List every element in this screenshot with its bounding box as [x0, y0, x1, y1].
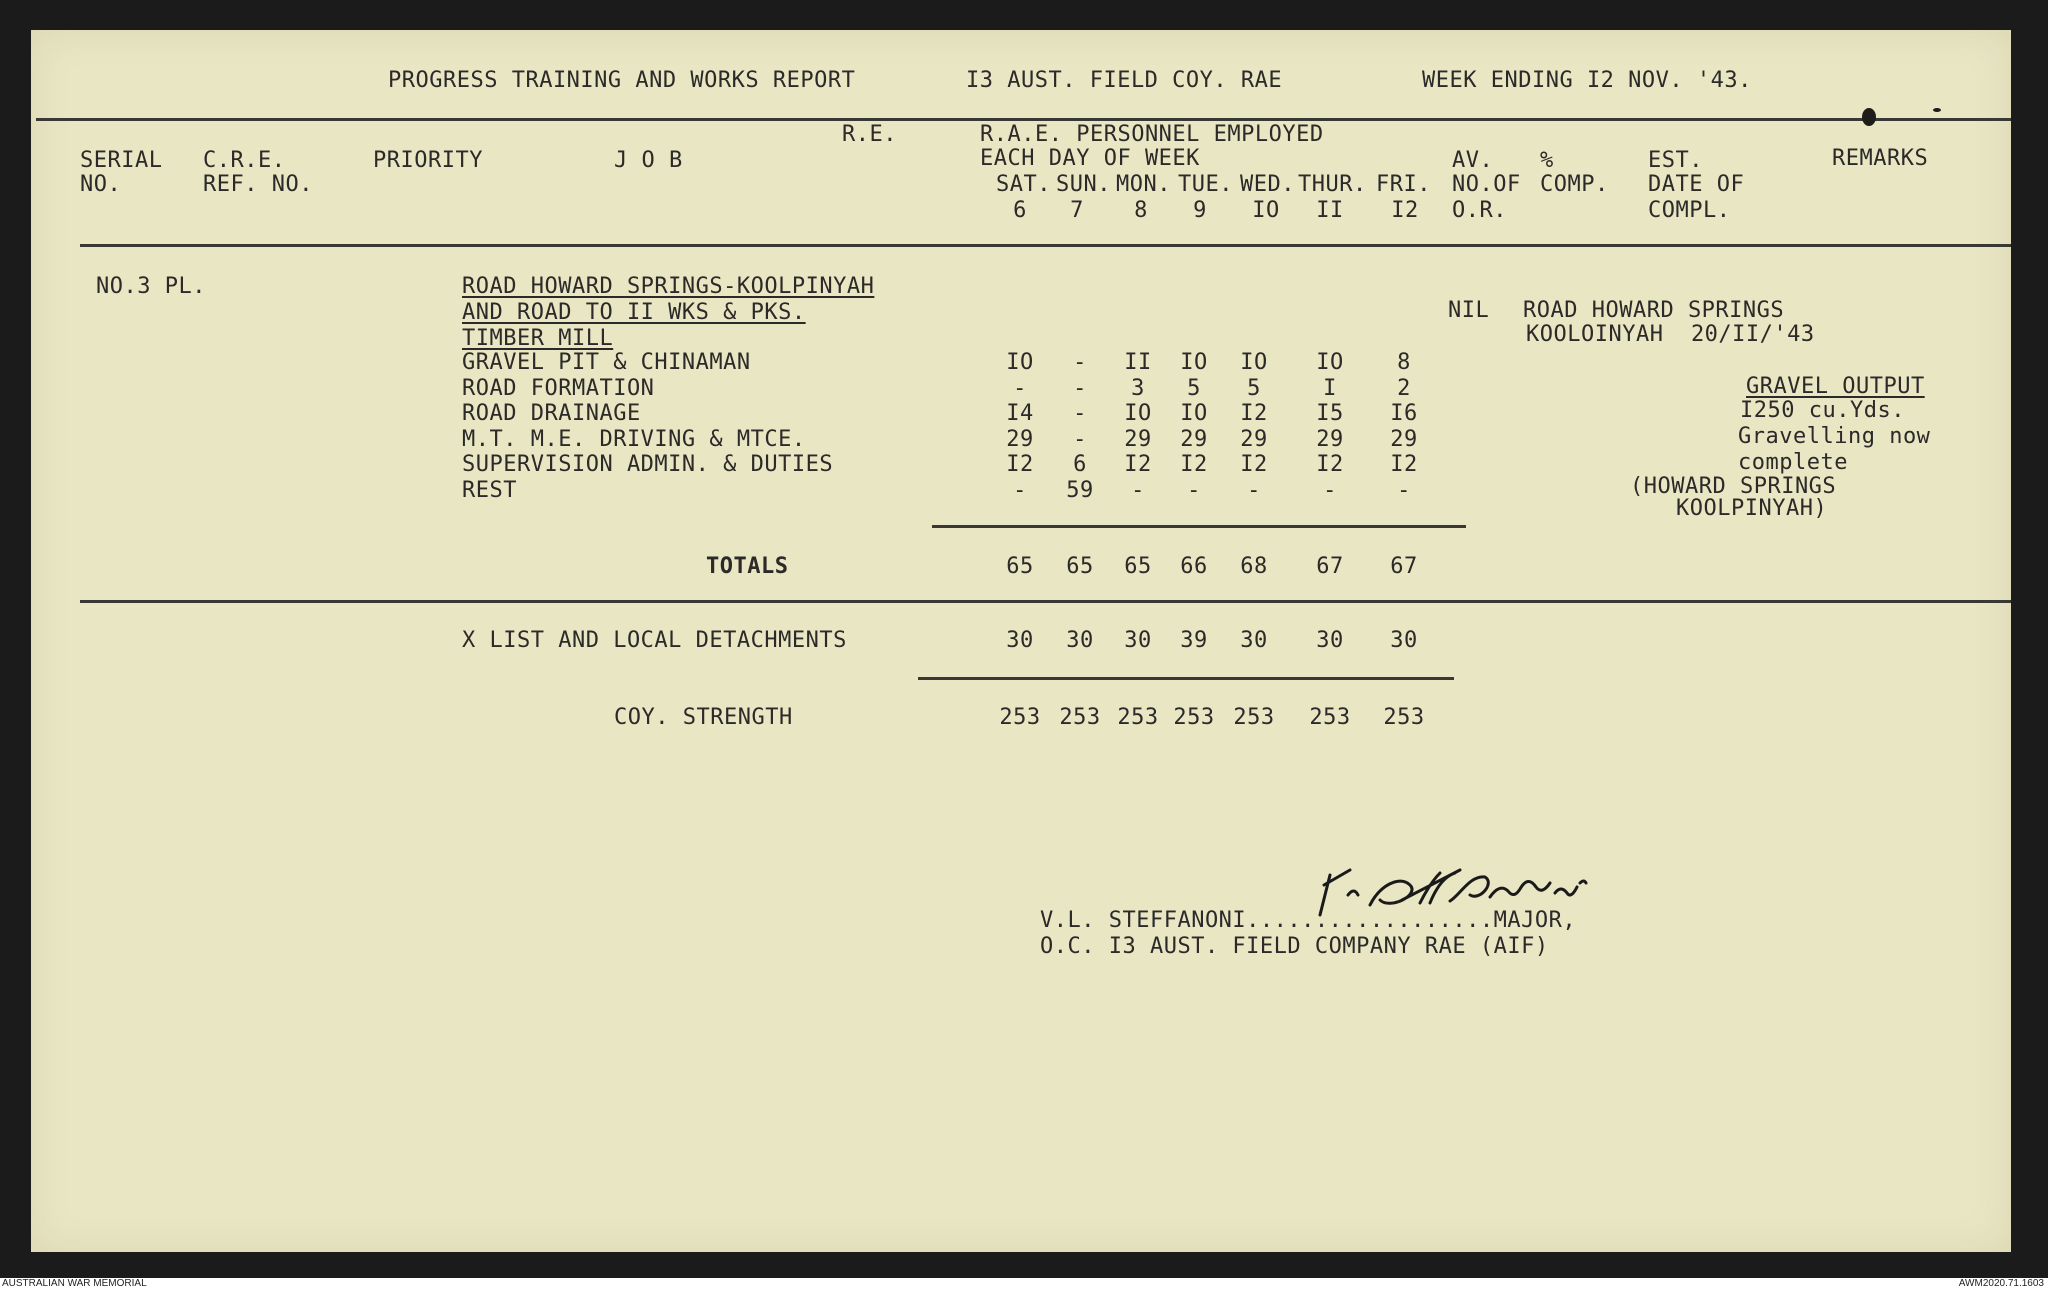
col-date-6: 6: [1013, 198, 1027, 223]
row-4-value-1: 6: [1073, 452, 1087, 477]
week-ending: WEEK ENDING I2 NOV. '43.: [1422, 68, 1752, 93]
row-0-value-4: IO: [1240, 350, 1268, 375]
row-5-value-5: -: [1323, 477, 1337, 503]
col-remarks: REMARKS: [1832, 146, 1929, 171]
strength-value-4: 253: [1233, 705, 1275, 730]
strength-value-0: 253: [999, 705, 1041, 730]
totals-value-5: 67: [1316, 554, 1344, 579]
xlist-value-2: 30: [1124, 628, 1152, 653]
row-3-value-6: 29: [1390, 426, 1418, 452]
col-day-wed: WED.: [1240, 172, 1295, 197]
row-4-value-2: I2: [1124, 452, 1152, 477]
col-est-3: COMPL.: [1648, 198, 1731, 223]
row-2-value-5: I5: [1316, 401, 1344, 426]
totals-value-2: 65: [1124, 554, 1152, 579]
remarks-line-5: (HOWARD SPRINGS: [1630, 474, 1837, 499]
strength-label: COY. STRENGTH: [614, 705, 793, 730]
col-comp-2: COMP.: [1540, 172, 1609, 197]
row-2-value-4: I2: [1240, 401, 1268, 426]
ink-spot: [1862, 108, 1876, 126]
row-2-value-0: I4: [1006, 401, 1034, 426]
totals-value-6: 67: [1390, 554, 1418, 579]
row-5-value-1: 59: [1066, 477, 1094, 503]
col-personnel-2: EACH DAY OF WEEK: [980, 146, 1200, 171]
col-cre-1: C.R.E.: [203, 148, 286, 173]
row-3-value-1: -: [1073, 426, 1087, 452]
col-date-8: 8: [1134, 198, 1148, 223]
row-2-value-3: IO: [1180, 401, 1208, 426]
column-header-rule: [80, 244, 2011, 247]
row-0-value-2: II: [1124, 350, 1152, 375]
row-5-value-0: -: [1013, 477, 1027, 503]
row-2-value-2: IO: [1124, 401, 1152, 426]
totals-rule: [80, 600, 2011, 603]
footer-institution: AUSTRALIAN WAR MEMORIAL: [2, 1278, 147, 1289]
xlist-rule: [918, 677, 1454, 680]
subtotal-rule: [932, 525, 1466, 528]
row-0-value-5: IO: [1316, 350, 1344, 375]
remarks-heading: GRAVEL OUTPUT: [1746, 374, 1925, 399]
job-title-1: ROAD HOWARD SPRINGS-KOOLPINYAH: [462, 274, 875, 299]
totals-value-4: 68: [1240, 554, 1268, 579]
totals-value-0: 65: [1006, 554, 1034, 579]
row-2-value-1: -: [1073, 401, 1087, 426]
row-3-value-0: 29: [1006, 426, 1034, 452]
platoon-label: NO.3 PL.: [96, 274, 206, 299]
col-day-sun: SUN.: [1056, 172, 1111, 197]
row-0-value-0: IO: [1006, 350, 1034, 375]
row-1-value-6: 2: [1397, 375, 1411, 401]
archive-footer: [0, 1278, 2048, 1290]
remarks-line-6: KOOLPINYAH): [1676, 496, 1828, 521]
strength-value-5: 253: [1309, 705, 1351, 730]
row-1-value-4: 5: [1247, 375, 1261, 401]
col-job: J O B: [614, 148, 683, 173]
col-date-11: II: [1316, 198, 1344, 223]
remarks-line-3: Gravelling now: [1738, 424, 1931, 449]
col-priority: PRIORITY: [373, 148, 483, 173]
row-1-value-0: -: [1013, 375, 1027, 401]
row-4-value-0: I2: [1006, 452, 1034, 477]
row-1-value-1: -: [1073, 375, 1087, 401]
row-1-value-2: 3: [1131, 375, 1145, 401]
header-rule: [36, 118, 2011, 121]
report-title: PROGRESS TRAINING AND WORKS REPORT: [388, 68, 856, 93]
row-1-value-3: 5: [1187, 375, 1201, 401]
est-date-2: KOOLOINYAH 20/II/'43: [1526, 322, 1815, 347]
row-3-value-2: 29: [1124, 426, 1152, 452]
xlist-value-1: 30: [1066, 628, 1094, 653]
row-job-label: ROAD DRAINAGE: [462, 401, 641, 426]
footer-accession: AWM2020.71.1603: [1958, 1278, 2044, 1289]
row-1-value-5: I: [1323, 375, 1337, 401]
row-3-value-5: 29: [1316, 426, 1344, 452]
xlist-value-4: 30: [1240, 628, 1268, 653]
col-day-mon: MON.: [1116, 172, 1171, 197]
strength-value-6: 253: [1383, 705, 1425, 730]
row-4-value-4: I2: [1240, 452, 1268, 477]
strength-value-3: 253: [1173, 705, 1215, 730]
row-job-label: GRAVEL PIT & CHINAMAN: [462, 350, 751, 375]
totals-value-1: 65: [1066, 554, 1094, 579]
row-job-label: REST: [462, 477, 517, 503]
row-3-value-3: 29: [1180, 426, 1208, 452]
unit-name: I3 AUST. FIELD COY. RAE: [966, 68, 1283, 93]
col-av-3: O.R.: [1452, 198, 1507, 223]
row-4-value-3: I2: [1180, 452, 1208, 477]
row-5-value-6: -: [1397, 477, 1411, 503]
col-cre-2: REF. NO.: [203, 172, 313, 197]
row-5-value-3: -: [1187, 477, 1201, 503]
job-title-2: AND ROAD TO II WKS & PKS.: [462, 300, 806, 325]
row-0-value-1: -: [1073, 350, 1087, 375]
totals-label: TOTALS: [706, 554, 789, 579]
xlist-value-6: 30: [1390, 628, 1418, 653]
col-day-tue: TUE.: [1178, 172, 1233, 197]
col-date-9: 9: [1193, 198, 1207, 223]
col-date-12: I2: [1391, 198, 1419, 223]
av-value: NIL: [1448, 298, 1490, 323]
row-0-value-6: 8: [1397, 350, 1411, 375]
row-5-value-4: -: [1247, 477, 1261, 503]
col-personnel-1: R.A.E. PERSONNEL EMPLOYED: [980, 122, 1324, 147]
remarks-line-4: complete: [1738, 450, 1848, 475]
row-4-value-6: I2: [1390, 452, 1418, 477]
col-serial-2: NO.: [80, 172, 122, 197]
row-job-label: ROAD FORMATION: [462, 375, 655, 401]
col-re: R.E.: [842, 122, 897, 147]
remarks-line-2: I250 cu.Yds.: [1740, 398, 1905, 423]
row-0-value-3: IO: [1180, 350, 1208, 375]
signature-line-2: O.C. I3 AUST. FIELD COMPANY RAE (AIF): [1040, 934, 1549, 959]
col-est-2: DATE OF: [1648, 172, 1745, 197]
col-est-1: EST.: [1648, 148, 1703, 173]
row-2-value-6: I6: [1390, 401, 1418, 426]
totals-value-3: 66: [1180, 554, 1208, 579]
row-job-label: M.T. M.E. DRIVING & MTCE.: [462, 426, 806, 452]
strength-value-1: 253: [1059, 705, 1101, 730]
signature-line-1: V.L. STEFFANONI..................MAJOR,: [1040, 908, 1577, 933]
row-job-label: SUPERVISION ADMIN. & DUTIES: [462, 452, 834, 477]
est-date-1: ROAD HOWARD SPRINGS: [1523, 298, 1785, 323]
col-day-sat: SAT.: [996, 172, 1051, 197]
col-date-7: 7: [1070, 198, 1084, 223]
col-comp-1: %: [1540, 148, 1554, 173]
col-av-1: AV.: [1452, 148, 1494, 173]
job-title-3: TIMBER MILL: [462, 326, 614, 351]
row-3-value-4: 29: [1240, 426, 1268, 452]
col-day-thur: THUR.: [1298, 172, 1367, 197]
xlist-value-5: 30: [1316, 628, 1344, 653]
row-5-value-2: -: [1131, 477, 1145, 503]
col-date-10: IO: [1252, 198, 1280, 223]
xlist-label: X LIST AND LOCAL DETACHMENTS: [462, 628, 847, 653]
xlist-value-3: 39: [1180, 628, 1208, 653]
strength-value-2: 253: [1117, 705, 1159, 730]
xlist-value-0: 30: [1006, 628, 1034, 653]
row-4-value-5: I2: [1316, 452, 1344, 477]
col-serial-1: SERIAL: [80, 148, 163, 173]
ink-mark: [1933, 108, 1941, 112]
col-av-2: NO.OF: [1452, 172, 1521, 197]
col-day-fri: FRI.: [1376, 172, 1431, 197]
